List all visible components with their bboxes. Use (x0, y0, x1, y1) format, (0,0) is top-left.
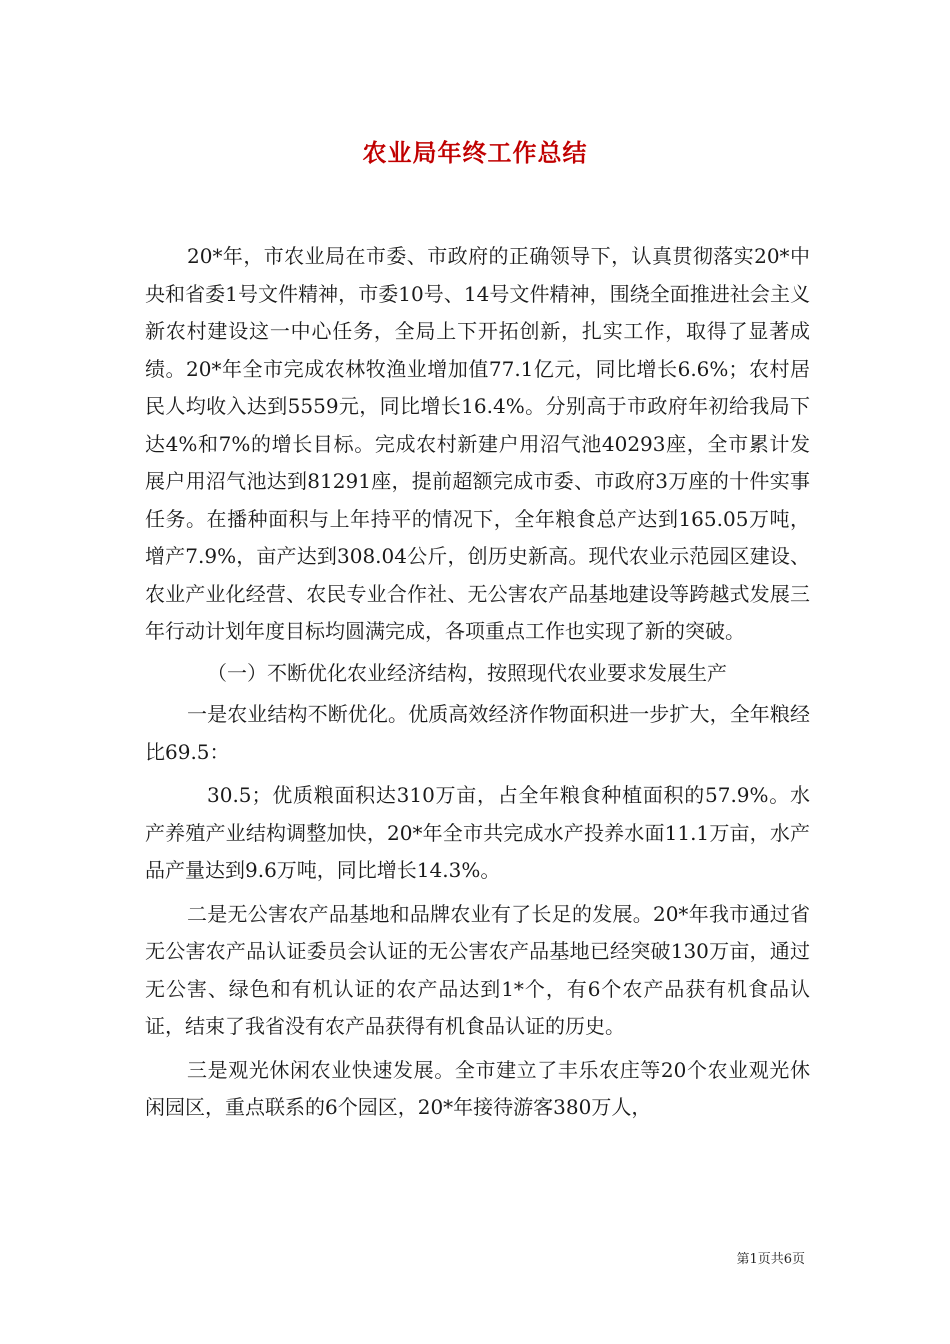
paragraph-structure: 一是农业结构不断优化。优质高效经济作物面积进一步扩大，全年粮经比69.5： (145, 702, 810, 764)
paragraph-ratio: 30.5；优质粮面积达310万亩，占全年粮食种植面积的57.9%。水产养殖产业结构调整加快，20*年全市共完成水产投养水面11.1万亩，水产品产量达到9.6万吨，同比增长14.3%。 (145, 783, 810, 882)
paragraph-certification: 二是无公害农产品基地和品牌农业有了长足的发展。20*年我市通过省无公害农产品认证委员会认证的无公害农产品基地已经突破130万亩，通过无公害、绿色和有机认证的农产品达到1*个，有6个农产品获有机食品认证，结束了我省没有农产品获得有机食品认证的历史。 (145, 901, 810, 1038)
document-title: 农业局年终工作总结 (362, 138, 588, 167)
page-number: 第1页共6页 (736, 1252, 805, 1267)
intro-paragraph: 20*年，市农业局在市委、市政府的正确领导下，认真贯彻落实20*中央和省委1号文件精神，市委10号、14号文件精神，围绕全面推进社会主义新农村建设这一中心任务，全局上下开拓创新，扎实工作，取得了显著成绩。20*年全市完成农林牧渔业增加值77.1亿元，同比增长6.6%；农村居民人均收入达到5559元，同比增长16.4%。分别高于市政府年初给我局下达4%和7%的增长目标。完成农村新建户用沼气池40293座，全市累计发展户用沼气池达到81291座，提前超额完成市委、市政府3万座的十件实事任务。在播种面积与上年持平的情况下，全年粮食总产达到165.05万吨，增产7.9%，亩产达到308.04公斤，创历史新高。现代农业示范园区建设、农业产业化经营、农民专业合作社、无公害农产品基地建设等跨越式发展三年行动计划年度目标均圆满完成，各项重点工作也实现了新的突破。 (145, 244, 810, 643)
document-body (145, 238, 810, 1127)
section-heading: （一）不断优化农业经济结构，按照现代农业要求发展生产 (207, 660, 727, 685)
paragraph-tourism: 三是观光休闲农业快速发展。全市建立了丰乐农庄等20个农业观光休闲园区，重点联系的6个园区，20*年接待游客380万人， (145, 1057, 810, 1119)
